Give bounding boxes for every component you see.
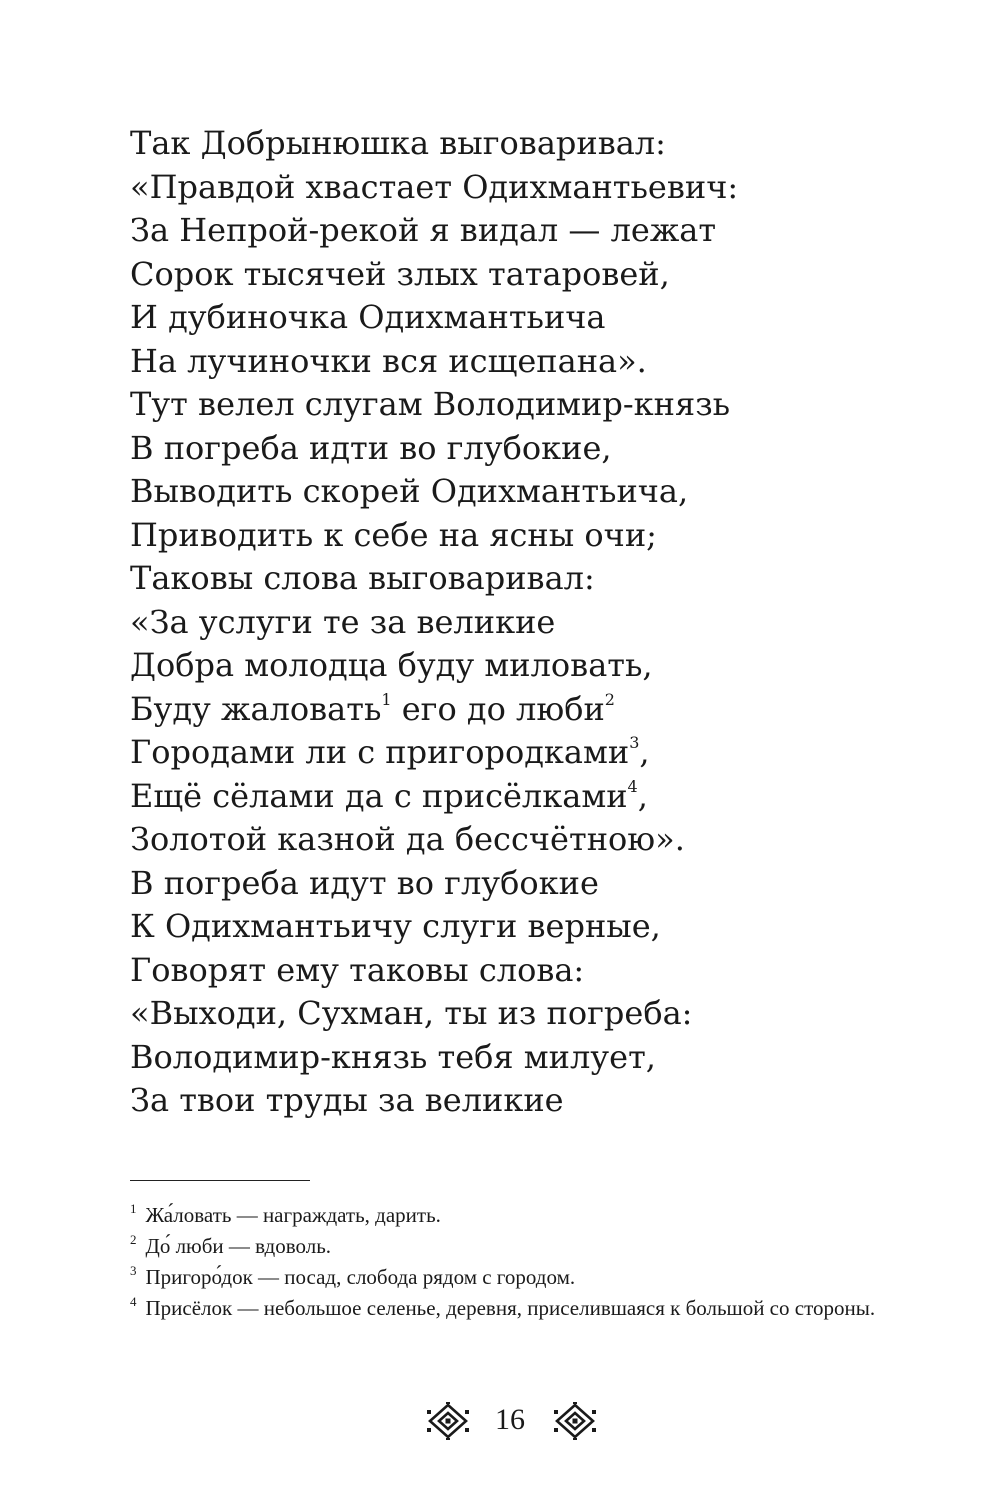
verse-line: В погреба идти во глубокие, (130, 428, 612, 467)
verse-line: На лучиночки вся исщепана». (130, 341, 647, 380)
verse-line: И дубиночка Одихмантьича (130, 298, 606, 336)
verse-line: Таковы слова выговаривал: (130, 559, 595, 597)
verse-line: «Правдой хвастает Одихмантьевич: (130, 167, 739, 206)
verse-line: Тут велел слугам Володимир-князь (130, 385, 731, 423)
verse-line (130, 688, 950, 732)
verse-line: За твои труды за великие (130, 1081, 564, 1119)
verse-line: Золотой казной да бессчётною». (130, 820, 685, 858)
verse-line: В погреба идут во глубокие (130, 863, 599, 902)
footnote-ref[interactable]: 3 (629, 733, 640, 752)
verse-text: , (639, 733, 650, 771)
verse-line: «За услуги те за великие (130, 602, 556, 641)
verse-line: За Непрой-рекой я видал — лежат (130, 211, 717, 249)
poem-verse (130, 122, 950, 1123)
footnote-number: 3 (130, 1263, 137, 1278)
verse-text: Буду жаловать (130, 689, 382, 728)
footnote-text: До́ люби — вдоволь. (145, 1234, 332, 1258)
verse-line: Выводить скорей Одихмантьича, (130, 472, 689, 510)
footnote-number: 4 (130, 1294, 137, 1309)
footnote-number: 1 (130, 1201, 137, 1216)
folk-ornament-icon (426, 1402, 470, 1440)
verse-line: Володимир-князь тебя милует, (130, 1037, 656, 1076)
footnote-3 (130, 1262, 890, 1293)
footnote-text: Жа́ловать — награждать, дарить. (145, 1203, 441, 1227)
footnote-ref[interactable]: 2 (604, 689, 615, 709)
footnote-text: Пригоро́док — посад, слобода рядом с городом. (145, 1265, 576, 1289)
verse-line: Добра молодца буду миловать, (130, 646, 653, 684)
footnote-text: Присёлок — небольшое селенье, деревня, приселившаяся к большой со стороны. (145, 1296, 876, 1320)
folk-ornament-icon (553, 1402, 597, 1440)
verse-line: «Выходи, Сухман, ты из погреба: (130, 994, 693, 1032)
page-number: 16 (495, 1403, 525, 1436)
verse-line (130, 775, 950, 819)
footnotes (130, 1200, 890, 1324)
footnote-4 (130, 1293, 890, 1324)
verse-text: Городами ли с пригородками (130, 733, 630, 771)
verse-line: К Одихмантьичу слуги верные, (130, 907, 661, 945)
footnote-2 (130, 1231, 890, 1262)
verse-line: Сорок тысячей злых татаровей, (130, 254, 670, 293)
verse-line (130, 731, 950, 775)
verse-text: его до люби (391, 689, 605, 728)
page-footer (0, 1398, 1000, 1448)
verse-line: Так Добрынюшка выговаривал: (130, 124, 666, 162)
verse-line: Говорят ему таковы слова: (130, 950, 585, 989)
verse-text: , (637, 776, 648, 815)
footnote-separator (130, 1180, 310, 1181)
verse-line: Приводить к себе на ясны очи; (130, 515, 657, 554)
footnote-1 (130, 1200, 890, 1231)
footnote-ref[interactable]: 4 (627, 776, 638, 796)
footnote-ref[interactable]: 1 (381, 689, 392, 709)
footnote-number: 2 (130, 1232, 137, 1247)
verse-text: Ещё сёлами да с присёлками (130, 776, 628, 815)
